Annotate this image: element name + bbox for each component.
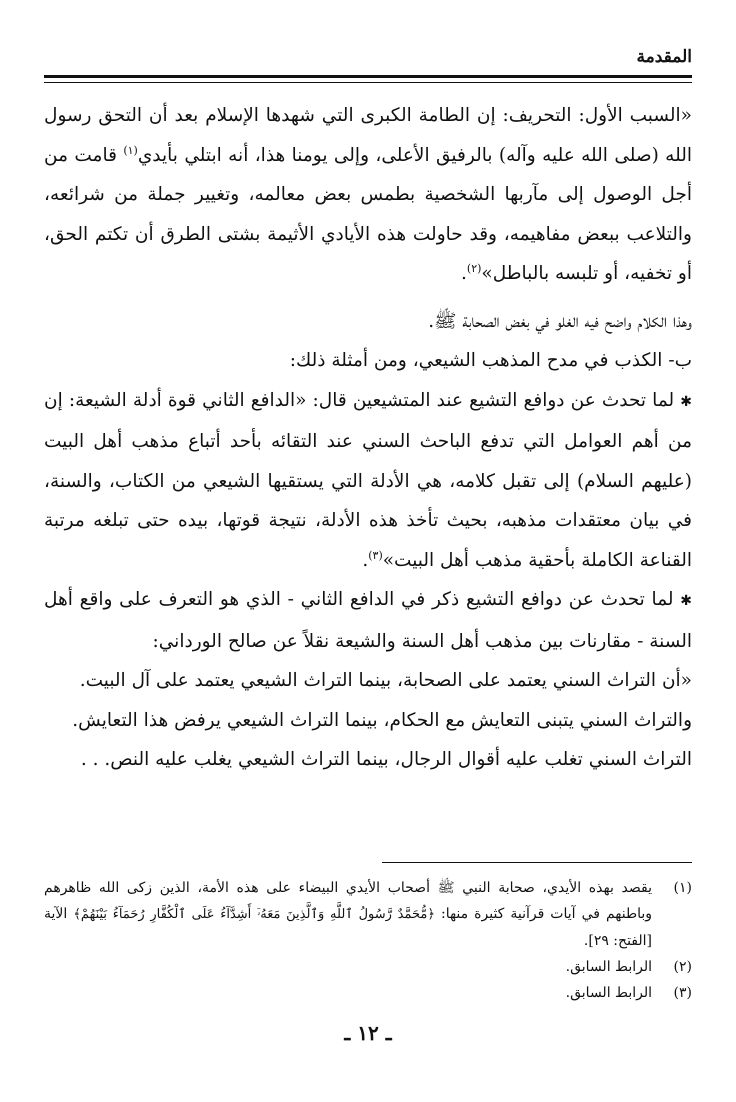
footnote-ref-3[interactable]: (٣) bbox=[368, 548, 383, 562]
header-rule-thick bbox=[44, 75, 692, 78]
paragraph-4 bbox=[44, 381, 692, 581]
paragraph-3: ب- الكذب في مدح المذهب الشيعي، ومن أمثلة ذلك: bbox=[289, 350, 692, 371]
paragraph-2: وهذا الكلام واضح فيه الغلو في بغض الصحابة ﷺ. bbox=[428, 310, 692, 332]
footnote-1-text: يقصد بهذه الأيدي، صحابة النبي ﷺ أصحاب الأيدي البيضاء على هذه الأمة، الذين زكى الله ظاهرهم وباطنهم في آيات قرآنية كثيرة منها: bbox=[44, 880, 653, 922]
star-bullet: ✱ bbox=[680, 393, 692, 410]
main-text bbox=[44, 96, 692, 780]
footnote-number: (٢) bbox=[673, 959, 692, 975]
footnote-1-end: الآية [الفتح: ٢٩]. bbox=[44, 906, 652, 949]
footnote-text: الرابط السابق. bbox=[565, 959, 652, 975]
paragraph-4-end: . bbox=[362, 549, 369, 571]
paragraph-5 bbox=[44, 580, 692, 661]
paragraph-6: «أن التراث السني يعتمد على الصحابة، بينما التراث الشيعي يعتمد على آل البيت. bbox=[79, 670, 692, 691]
footnote-number: (١) bbox=[673, 880, 692, 896]
paragraph-1-text: «السبب الأول: التحريف: إن الطامة الكبرى التي شهدها الإسلام بعد أن التحق رسول الله (صلى الله عليه وآله) بالرفيق الأعلى، وإلى يومنا هذا، أنه ابتلي بأيدي bbox=[44, 105, 692, 166]
quran-verse: ﴿مُّحَمَّدٌ رَّسُولُ ٱللَّهِ وَٱلَّذِينَ مَعَهُۥٓ أَشِدَّآءُ عَلَى ٱلْكُفَّارِ رُحَمَآءُ بَيْنَهُمْ﴾ bbox=[73, 907, 435, 922]
footnote-ref-2[interactable]: (٢) bbox=[466, 261, 482, 275]
footnote-text: الرابط السابق. bbox=[565, 985, 652, 1001]
paragraph-5-text: لما تحدث عن دوافع التشيع ذكر في الدافع الثاني - الذي هو التعرف على واقع أهل السنة - مقارنات بين مذهب أهل السنة والشيعة نقلاً عن صالح الورداني: bbox=[44, 589, 692, 652]
footnote-text bbox=[44, 875, 652, 954]
paragraph-1-continued: قامت من أجل الوصول إلى مآربها الشخصية بطمس بعض معالمه، وتغيير جملة من شرائعه، والتلاعب ببعض مفاهيمه، وقد حاولت هذه الأيادي الأثيمة بشتى الطرق أن تكتم الحق، أو تخفيه، أو تلبسه بالباطل» bbox=[44, 144, 692, 284]
paragraph-4-text: لما تحدث عن دوافع التشيع عند المتشيعين قال: «الدافع الثاني قوة أدلة الشيعة: إن من أهم العوامل التي تدفع الباحث السني عند التقائه بأحد أتباع مذهب أهل البيت (عليهم السلام) إلى تقبل كلامه، هي الأدلة التي يستقيها الشيعي من الكتاب، والسنة، في بيان معتقدات مذهبه، بحيث تأخذ هذه الأدلة، نتيجة قوتها، بيده حتى تبلغه مرتبة القناعة الكاملة بأحقية مذهب أهل البيت» bbox=[44, 389, 692, 571]
running-header: المقدمة bbox=[636, 47, 692, 67]
star-bullet: ✱ bbox=[680, 593, 692, 609]
footnote-number: (٣) bbox=[673, 985, 692, 1001]
footnote-separator bbox=[382, 862, 692, 863]
footnotes bbox=[44, 875, 692, 1006]
footnote-ref-1[interactable]: (١) bbox=[123, 143, 138, 157]
header-rule-thin bbox=[44, 82, 692, 83]
page-number: ـ ١٢ ـ bbox=[344, 1021, 392, 1045]
paragraph-1-end: . bbox=[461, 263, 467, 284]
paragraph-7: والتراث السني يتبنى التعايش مع الحكام، بينما التراث الشيعي يرفض هذا التعايش. bbox=[72, 709, 692, 731]
paragraph-1 bbox=[44, 96, 692, 294]
paragraph-8: التراث السني تغلب عليه أقوال الرجال، بينما التراث الشيعي يغلب عليه النص. . . bbox=[80, 749, 692, 770]
footnote-1 bbox=[44, 875, 692, 954]
footnote-3 bbox=[44, 980, 692, 1006]
footnote-2 bbox=[44, 954, 692, 980]
